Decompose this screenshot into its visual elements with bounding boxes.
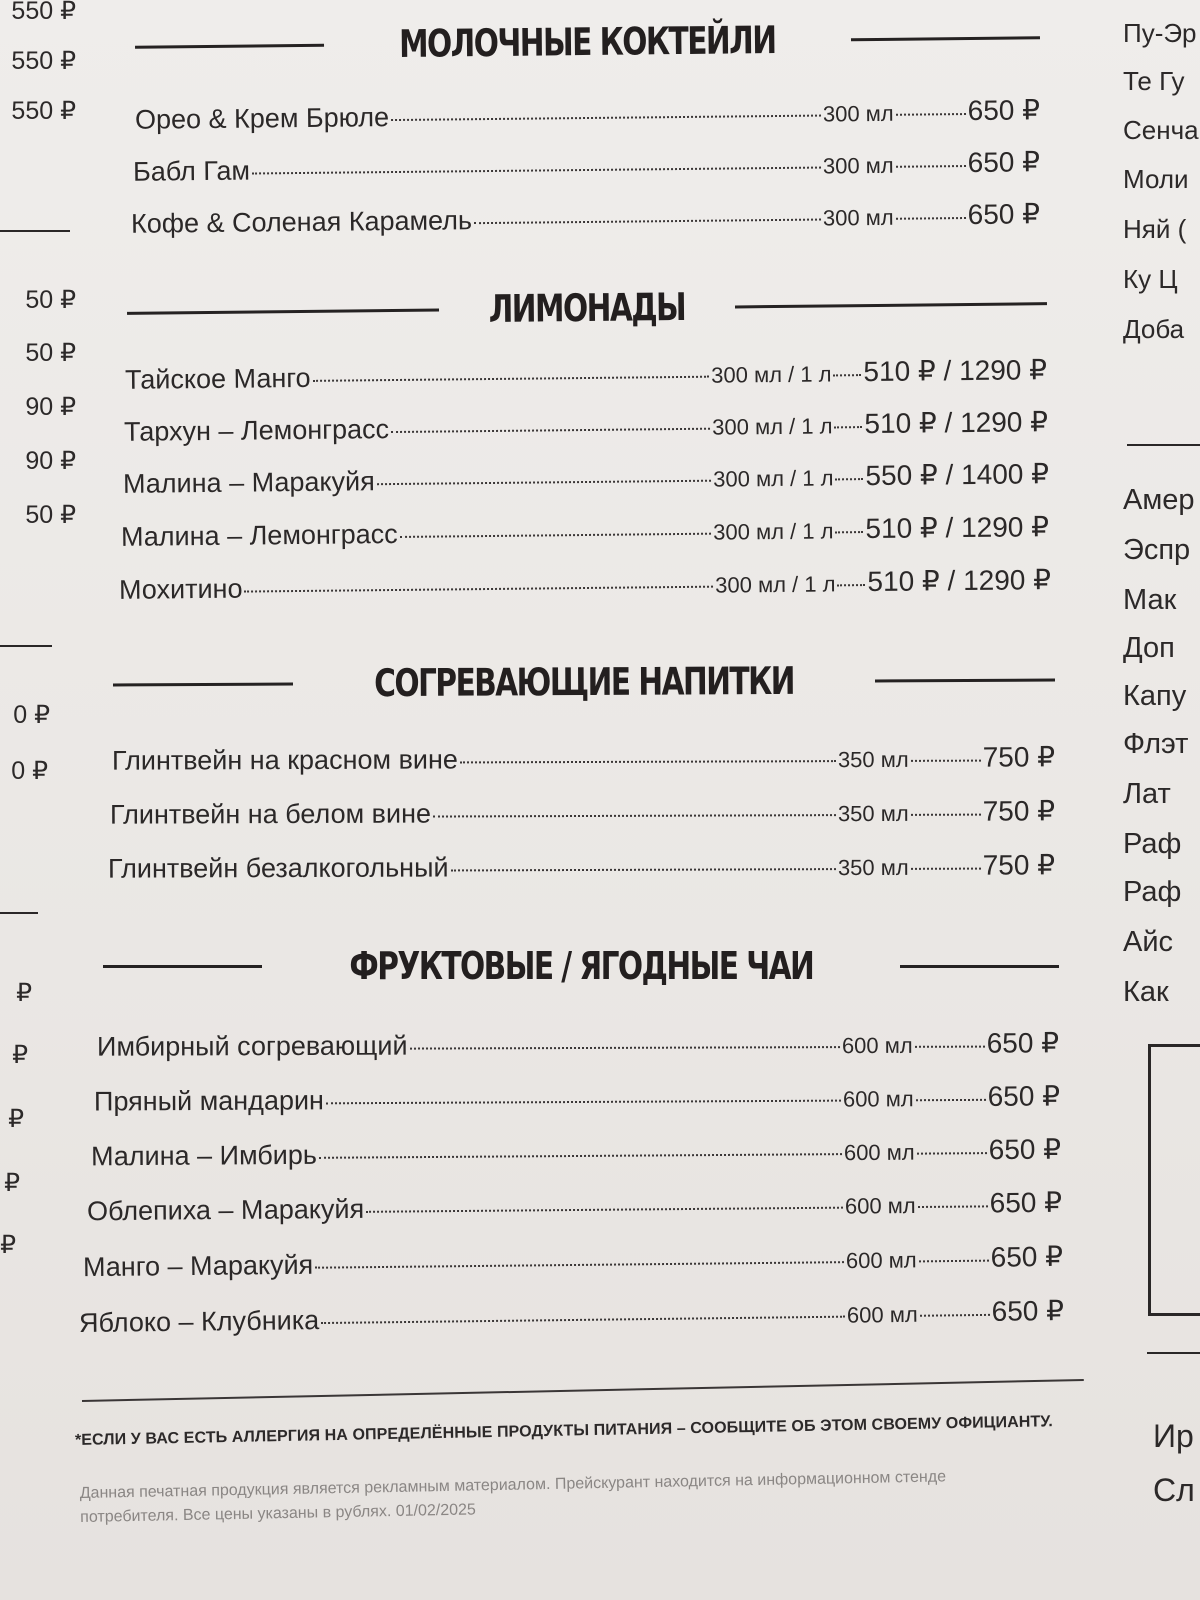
leader-dots: [315, 1261, 844, 1269]
leader-dots: [377, 480, 711, 486]
menu-item: [110, 794, 1055, 830]
leader-dots: [911, 868, 981, 870]
item-price: 510 ₽ / 1290 ₽: [867, 564, 1052, 598]
menu-item: [135, 93, 1040, 135]
right-item-name: Пу-Эр: [1123, 18, 1197, 48]
leader-dots: [245, 586, 714, 593]
item-name: Глинтвейн на белом вине: [109, 798, 432, 830]
menu-item: [94, 1079, 1060, 1117]
leader-dots: [837, 584, 865, 586]
item-volume: 300 мл / 1 л: [712, 413, 833, 440]
leader-dots: [835, 478, 863, 480]
item-volume: 600 мл: [843, 1139, 915, 1166]
item-price: 750 ₽: [982, 741, 1056, 773]
leader-dots: [410, 1046, 840, 1050]
item-name: Малина – Маракуйя: [122, 466, 375, 499]
item-price: 510 ₽ / 1290 ₽: [865, 511, 1050, 545]
leader-dots: [433, 814, 836, 817]
leader-dots: [366, 1207, 843, 1213]
menu-item: [133, 145, 1040, 187]
left-price: ₽: [4, 1169, 20, 1197]
right-item-name: Амер: [1123, 484, 1195, 516]
left-price: 50 ₽: [25, 501, 76, 529]
item-price: 550 ₽ / 1400 ₽: [865, 458, 1050, 492]
leader-dots: [916, 1099, 986, 1101]
section-header-warming-drinks: [113, 658, 1055, 707]
leader-dots: [474, 219, 821, 225]
left-price: 90 ₽: [25, 447, 76, 475]
right-item-name: Моли: [1123, 164, 1189, 194]
menu-item: [91, 1133, 1061, 1173]
menu-item: [124, 405, 1048, 448]
section-rule: [127, 308, 439, 314]
section-title: СОГРЕВАЮЩИЕ НАПИТКИ: [374, 658, 795, 706]
item-name: Бабл Гам: [132, 155, 251, 187]
menu-item: [83, 1240, 1063, 1283]
disclaimer-text: Данная печатная продукция является рекламным материалом. Прейскурант находится на информационном стенде потребителя. Все цены указаны в рублях. 01/02/2025: [79, 1468, 947, 1526]
leader-dots: [391, 115, 821, 122]
item-price: 750 ₽: [982, 849, 1056, 881]
right-item-name: Ир: [1153, 1418, 1194, 1454]
right-item-name: Те Гу: [1123, 66, 1185, 96]
leader-dots: [835, 531, 863, 533]
left-price: 50 ₽: [25, 286, 76, 314]
item-price: 650 ₽: [967, 94, 1041, 127]
right-item-name: Сенча: [1123, 115, 1199, 145]
menu-item: [131, 197, 1040, 240]
leader-dots: [400, 533, 711, 538]
right-item-name: Сл: [1153, 1472, 1195, 1508]
left-price: ₽: [12, 1041, 28, 1069]
item-name: Глинтвейн безалкогольный: [107, 852, 449, 884]
leader-dots: [917, 1152, 987, 1154]
item-price: 650 ₽: [990, 1240, 1064, 1273]
item-volume: 350 мл: [837, 800, 909, 827]
right-item-name: Раф: [1123, 828, 1182, 860]
leader-dots: [915, 1046, 985, 1048]
item-volume: 300 мл / 1 л: [713, 518, 834, 545]
item-volume: 600 мл: [844, 1193, 916, 1219]
item-name: Малина – Лемонграсс: [120, 518, 398, 552]
item-price: 650 ₽: [987, 1080, 1061, 1112]
menu-item: [108, 848, 1055, 884]
left-price: 90 ₽: [25, 393, 76, 421]
right-menu-column: [1115, 0, 1200, 1600]
left-price: 50 ₽: [25, 339, 76, 367]
section-title: ЛИМОНАДЫ: [488, 284, 686, 332]
allergy-note: *ЕСЛИ У ВАС ЕСТЬ АЛЛЕРГИЯ НА ОПРЕДЕЛЁННЫЕ ПРОДУКТЫ ПИТАНИЯ – СООБЩИТЕ ОБ ЭТОМ СВОЕМУ ОФИЦИАНТУ.: [74, 1413, 1054, 1449]
section-rule: [135, 43, 324, 48]
menu-item: [123, 457, 1049, 500]
right-item-name: Айс: [1123, 926, 1174, 958]
item-name: Орео & Крем Брюле: [134, 102, 390, 135]
left-section-rule: [0, 912, 38, 914]
menu-item: [119, 563, 1051, 606]
item-name: Тайское Манго: [124, 362, 311, 395]
leader-dots: [319, 1153, 842, 1159]
item-name: Манго – Маракуйя: [82, 1249, 314, 1283]
right-item-name: Капу: [1123, 680, 1187, 712]
left-section-rule: [0, 230, 70, 232]
item-volume: 300 мл: [822, 100, 894, 127]
left-price: ₽: [0, 1231, 16, 1259]
leader-dots: [911, 760, 981, 762]
item-price: 650 ₽: [986, 1027, 1060, 1059]
item-price: 510 ₽ / 1290 ₽: [864, 406, 1049, 440]
item-price: 650 ₽: [967, 198, 1041, 230]
left-price: 550 ₽: [11, 0, 76, 25]
left-price: 550 ₽: [11, 47, 76, 75]
leader-dots: [313, 376, 710, 382]
section-header-fruit-teas: [103, 944, 1059, 988]
leader-dots: [919, 1260, 989, 1263]
item-volume: 300 мл / 1 л: [715, 571, 836, 598]
item-name: Мохитино: [118, 573, 243, 605]
right-item-name: Эспр: [1123, 534, 1191, 566]
item-volume: 300 мл / 1 л: [713, 465, 834, 492]
section-rule: [113, 682, 293, 686]
menu-item: [125, 353, 1047, 396]
menu-item: [79, 1294, 1064, 1339]
left-price: 550 ₽: [11, 97, 76, 125]
item-price: 650 ₽: [988, 1133, 1062, 1166]
item-volume: 350 мл: [837, 854, 909, 881]
item-volume: 600 мл: [842, 1086, 914, 1112]
right-item-name: Няй (: [1123, 214, 1187, 244]
left-menu-column: [0, 0, 90, 1450]
leader-dots: [326, 1100, 841, 1105]
item-name: Глинтвейн на красном вине: [111, 744, 458, 776]
section-rule: [735, 302, 1047, 308]
menu-item: [121, 510, 1049, 553]
leader-dots: [833, 374, 861, 376]
section-header-milkshakes: [135, 15, 1040, 68]
item-price: 510 ₽ / 1290 ₽: [863, 354, 1048, 388]
leader-dots: [896, 113, 966, 116]
section-title: МОЛОЧНЫЕ КОКТЕЙЛИ: [399, 18, 776, 66]
right-item-name: Ку Ц: [1123, 264, 1178, 294]
leader-dots: [834, 426, 862, 428]
leader-dots: [460, 760, 836, 763]
menu-item: [87, 1186, 1062, 1228]
right-item-name: Доба: [1123, 314, 1185, 344]
item-name: Облепиха – Маракуйя: [86, 1193, 365, 1227]
item-price: 750 ₽: [982, 795, 1056, 827]
section-title: ФРУКТОВЫЕ / ЯГОДНЫЕ ЧАИ: [349, 944, 813, 988]
item-volume: 300 мл / 1 л: [711, 361, 832, 388]
item-volume: 300 мл: [822, 152, 894, 179]
leader-dots: [911, 814, 981, 816]
leader-dots: [252, 167, 821, 175]
right-item-name: Лат: [1123, 778, 1171, 810]
item-price: 650 ₽: [989, 1186, 1063, 1219]
left-section-rule: [0, 645, 52, 647]
item-name: Имбирный согревающий: [96, 1030, 408, 1062]
leader-dots: [391, 428, 710, 433]
right-item-name: Доп: [1123, 632, 1175, 664]
item-name: Яблоко – Клубника: [78, 1305, 320, 1339]
left-price: 0 ₽: [11, 757, 48, 785]
item-price: 650 ₽: [967, 146, 1041, 179]
item-name: Кофе & Соленая Карамель: [130, 205, 473, 239]
section-rule: [875, 678, 1055, 682]
footer-rule: [82, 1379, 1084, 1402]
leader-dots: [896, 165, 966, 168]
section-rule: [103, 965, 262, 968]
right-item-name: Как: [1123, 976, 1169, 1008]
right-item-name: Мак: [1123, 584, 1177, 616]
right-item-name: Флэт: [1123, 728, 1189, 760]
right-item-name: Раф: [1123, 876, 1182, 908]
item-price: 650 ₽: [991, 1294, 1065, 1327]
item-name: Тархун – Лемонграсс: [123, 414, 390, 447]
item-volume: 600 мл: [845, 1247, 917, 1274]
left-price: ₽: [16, 979, 32, 1007]
item-name: Малина – Имбирь: [90, 1139, 318, 1172]
leader-dots: [920, 1314, 990, 1317]
leader-dots: [451, 868, 836, 871]
left-price: ₽: [8, 1105, 24, 1133]
section-rule: [900, 965, 1059, 968]
leader-dots: [896, 217, 966, 220]
item-volume: 350 мл: [837, 746, 909, 773]
leader-dots: [918, 1205, 988, 1208]
item-volume: 600 мл: [841, 1032, 913, 1059]
left-price: 0 ₽: [13, 701, 50, 729]
section-header-lemonades: [127, 281, 1047, 335]
menu-item: [112, 740, 1055, 776]
item-name: Пряный мандарин: [93, 1085, 325, 1117]
right-section-rule: [1147, 1352, 1200, 1354]
leader-dots: [321, 1316, 845, 1324]
menu-item: [97, 1026, 1059, 1062]
right-section-rule: [1127, 444, 1200, 446]
right-info-box: [1148, 1044, 1200, 1316]
section-rule: [851, 36, 1040, 41]
item-volume: 300 мл: [822, 204, 894, 231]
item-volume: 600 мл: [846, 1301, 918, 1328]
